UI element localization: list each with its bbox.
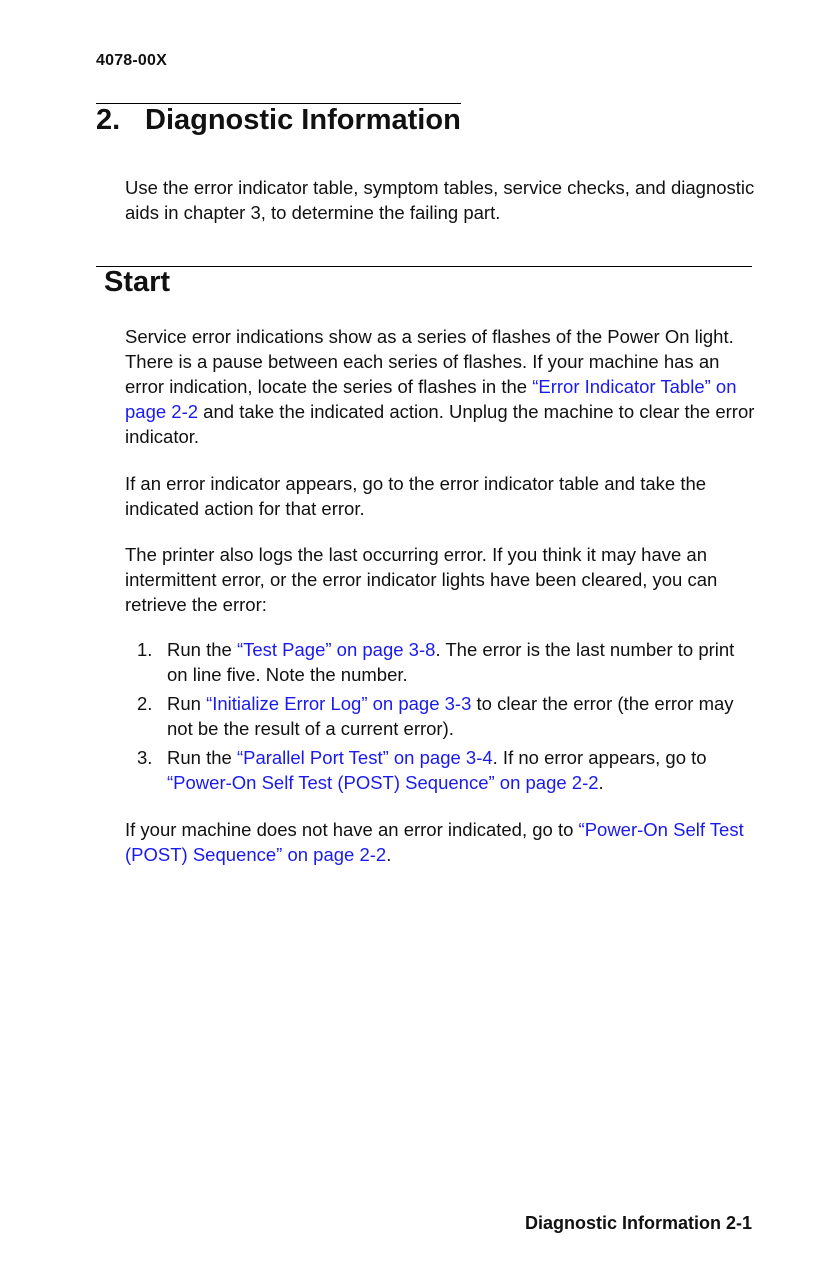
initialize-error-log-link[interactable]: “Initialize Error Log” on page 3-3 <box>206 693 472 714</box>
parallel-port-test-link[interactable]: “Parallel Port Test” on page 3-4 <box>236 747 493 768</box>
error-indicator-table-link[interactable]: “Error Indicator Table” on page 2-2 <box>125 376 737 422</box>
page-footer: Diagnostic Information 2-1 <box>524 1213 752 1233</box>
step-text: Run the <box>167 747 237 768</box>
paragraph-text: If your machine does not have an error indicated, go to <box>125 819 579 840</box>
steps-list <box>125 637 755 799</box>
chapter-title <box>96 100 461 140</box>
chapter-title-text: Diagnostic Information <box>145 104 461 136</box>
step-text: . The error is the last number to print on line five. Note the number. <box>167 639 735 685</box>
test-page-link[interactable]: “Test Page” on page 3-8 <box>236 639 436 660</box>
step-text: Run <box>167 693 207 714</box>
post-sequence-link[interactable]: “Power-On Self Test (POST) Sequence” on page 2-2 <box>167 772 599 793</box>
step-text: . <box>598 772 604 793</box>
post-sequence-link[interactable]: “Power-On Self Test (POST) Sequence” on page 2-2 <box>125 819 744 865</box>
paragraph-text: and take the indicated action. Unplug the machine to clear the error indicator. <box>125 401 755 447</box>
paragraph-text: Service error indications show as a series of flashes of the Power On light. There is a pause between each series of flashes. If your machine has an error indication, locate the series of flashes in the <box>125 326 734 397</box>
chapter-number: 2. <box>96 104 121 136</box>
list-item <box>125 637 755 687</box>
list-item <box>125 691 755 741</box>
paragraph-error-indicator-appears: If an error indicator appears, go to the error indicator table and take the indicated action for that error. <box>125 473 707 519</box>
step-text: to clear the error (the error may not be the result of a current error). <box>167 693 734 739</box>
paragraph-error-indications <box>125 324 755 449</box>
page-header-model: 4078-00X <box>96 52 167 69</box>
step-number: 3. <box>137 747 153 768</box>
intro-paragraph: Use the error indicator table, symptom tables, service checks, and diagnostic aids in chapter 3, to determine the failing part. <box>125 177 755 223</box>
step-number: 2. <box>137 693 153 714</box>
list-item <box>125 745 755 795</box>
paragraph-error-log: The printer also logs the last occurring error. If you think it may have an intermittent error, or the error indicator lights have been cleared, you can retrieve the error: <box>125 544 718 615</box>
step-text: . If no error appears, go to <box>492 747 707 768</box>
step-text: Run the <box>167 639 237 660</box>
section-title-rule <box>96 266 752 267</box>
section-title: Start <box>104 266 171 298</box>
step-number: 1. <box>137 639 153 660</box>
paragraph-text: . <box>386 844 392 865</box>
paragraph-no-error <box>125 817 755 867</box>
